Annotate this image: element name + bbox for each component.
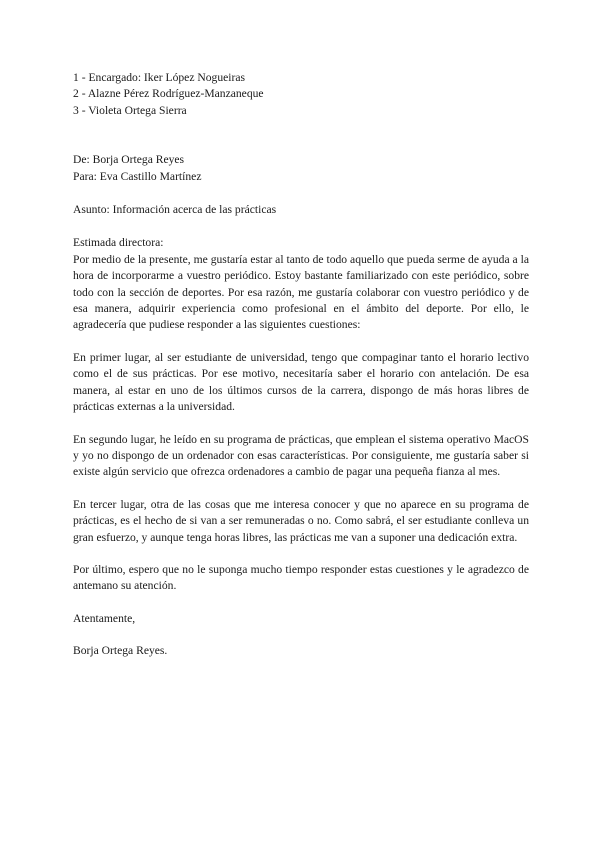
letter-paragraph-2: En primer lugar, al ser estudiante de universidad, tengo que compaginar tanto el horario lectivo como el de sus prácticas. Por ese motivo, necesitaría saber el horario con antelación. De esa manera, al estar en uno de los últimos cursos de la carrera, dispongo de más horas libres de prácticas externas a la universidad. <box>73 350 529 414</box>
letter-paragraph-4: En tercer lugar, otra de las cosas que me interesa conocer y que no aparece en su programa de prácticas, es el hecho de si van a ser remuneradas o no. Como sabrá, el ser estudiante conlleva un gran esfuerzo, y aunque tenga horas libres, las prácticas me van a suponer una dedicación extra. <box>73 497 529 544</box>
document-page <box>73 70 529 660</box>
team-members-list <box>73 70 529 119</box>
letter-signature: Borja Ortega Reyes. <box>73 644 168 658</box>
letter-paragraph-5: Por último, espero que no le suponga mucho tiempo responder estas cuestiones y le agradezco de antemano su atención. <box>73 562 529 593</box>
team-member-3: 3 - Violeta Ortega Sierra <box>73 103 187 117</box>
letter-closing: Atentamente, <box>73 611 136 625</box>
letter-paragraph-1: Por medio de la presente, me gustaría estar al tanto de todo aquello que pueda serme de ayuda a la hora de incorporarme a vuestro periódico. Estoy bastante familiarizado con este periódico, sobre todo con la sección de deportes. Por esa razón, me gustaría colaborar con vuestro periódico y de esa manera, adquirir experiencia como profesional en el ámbito del deporte. Por ello, le agradecería que pudiese responder a las siguientes cuestiones: <box>73 252 529 332</box>
letter-to: Para: Eva Castillo Martínez <box>73 169 202 183</box>
letter-paragraph-3: En segundo lugar, he leído en su programa de prácticas, que emplean el sistema operativo MacOS y yo no dispongo de un ordenador con esas características. Por consiguiente, me gustaría saber si existe algún servicio que ofrezca ordenadores a cambio de pagar una pequeña fianza al mes. <box>73 432 529 479</box>
team-member-1: 1 - Encargado: Iker López Nogueiras <box>73 71 246 84</box>
letter-greeting: Estimada directora: <box>73 236 164 250</box>
letter-header <box>73 152 529 185</box>
team-member-2: 2 - Alazne Pérez Rodríguez-Manzaneque <box>73 87 264 101</box>
letter-subject: Asunto: Información acerca de las prácticas <box>73 203 277 217</box>
letter-from: De: Borja Ortega Reyes <box>73 153 185 167</box>
